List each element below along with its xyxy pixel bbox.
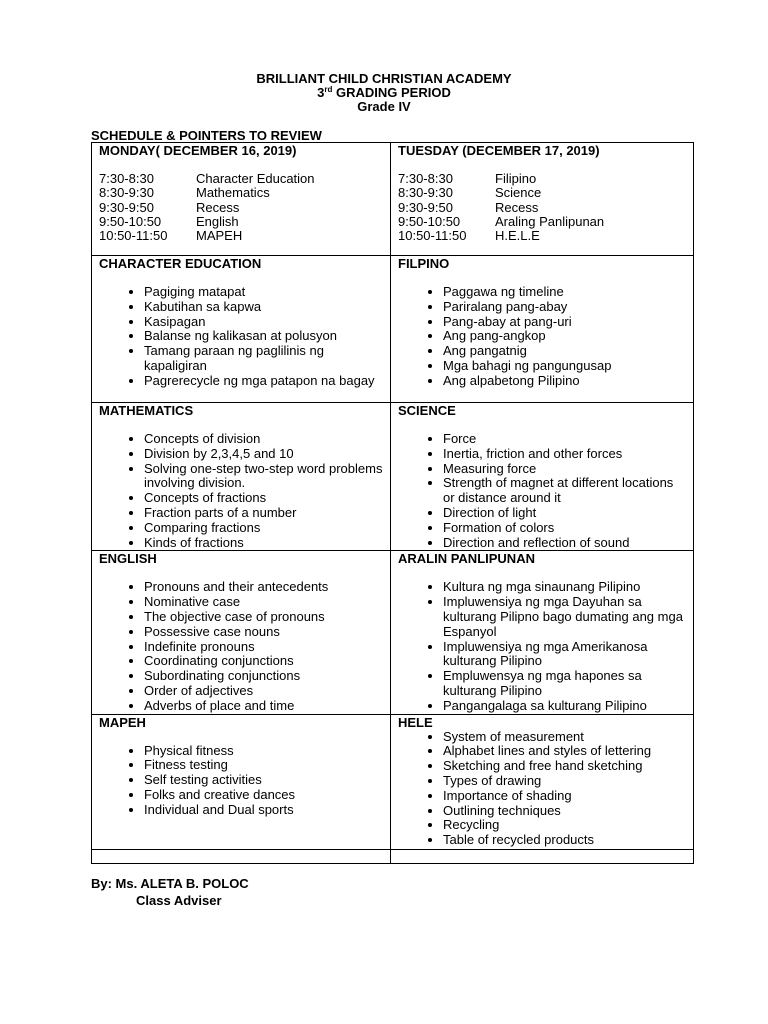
empty-cell (391, 849, 694, 863)
review-item: • Kinds of fractions (144, 536, 383, 551)
character-education-list (99, 285, 383, 389)
hele-title: HELE (398, 714, 433, 730)
review-item: • Direction of light (443, 506, 686, 521)
review-item: • Ang alpabetong Pilipino (443, 374, 686, 389)
review-item: • Comparing fractions (144, 521, 383, 536)
filipino-list (398, 285, 686, 389)
tuesday-title: TUESDAY (DECEMBER 17, 2019) (398, 143, 600, 158)
subject-row (92, 403, 694, 551)
science-list (398, 432, 686, 550)
review-item: • Coordinating conjunctions (144, 654, 383, 669)
schedule-entry: 8:30-9:30 Science (398, 185, 542, 201)
review-item: • Direction and reflection of sound (443, 536, 686, 551)
review-item: • Force (443, 432, 686, 447)
empty-row (92, 849, 694, 863)
review-item: • Pagiging matapat (144, 285, 383, 300)
monday-title: MONDAY( DECEMBER 16, 2019) (99, 143, 297, 158)
review-item: • Kultura ng mga sinaunang Pilipino (443, 580, 686, 595)
review-item: • Pang-abay at pang-uri (443, 315, 686, 330)
review-item: • Table of recycled products (443, 833, 686, 848)
review-item: • Pangangalaga sa kulturang Pilipino (443, 699, 686, 714)
review-item: • Concepts of division (144, 432, 383, 447)
schedule-entry: 7:30-8:30 Character Education (99, 171, 315, 186)
review-item: • Impluwensiya ng mga Dayuhan sa kulturang Pilipno bago dumating ang mga Espanyol (443, 595, 686, 639)
character-education-title: CHARACTER EDUCATION (99, 256, 262, 271)
english-title: ENGLISH (99, 551, 157, 567)
review-item: • Outlining techniques (443, 804, 686, 819)
review-item: • Pronouns and their antecedents (144, 580, 383, 595)
subject-row (92, 714, 694, 849)
schedule-row (92, 143, 694, 256)
aralin-panlipunan-cell (391, 551, 694, 714)
tuesday-cell (391, 143, 694, 256)
review-item: • Possessive case nouns (144, 625, 383, 640)
english-cell (92, 551, 391, 714)
mathematics-cell (92, 403, 391, 551)
hele-list (398, 730, 686, 848)
review-item: • The objective case of pronouns (144, 610, 383, 625)
review-item: • Indefinite pronouns (144, 640, 383, 655)
review-item: • Self testing activities (144, 773, 383, 788)
review-item: • Mga bahagi ng pangungusap (443, 359, 686, 374)
review-item: • Division by 2,3,4,5 and 10 (144, 447, 383, 462)
review-item: • Pariralang pang-abay (443, 300, 686, 315)
review-item: • Strength of magnet at different locations or distance around it (443, 476, 686, 506)
review-item: • Subordinating conjunctions (144, 669, 383, 684)
hele-cell (391, 714, 694, 849)
review-item: • Types of drawing (443, 774, 686, 789)
character-education-cell (92, 256, 391, 403)
english-list (99, 580, 383, 713)
section-title: SCHEDULE & POINTERS TO REVIEW (91, 128, 322, 143)
review-table (91, 142, 694, 864)
science-cell (391, 403, 694, 551)
review-item: • Kasipagan (144, 315, 383, 330)
review-item: • Paggawa ng timeline (443, 285, 686, 300)
grading-period: 3rd GRADING PERIOD (317, 85, 451, 100)
filipino-title: FILPINO (398, 256, 450, 271)
review-item: • Individual and Dual sports (144, 803, 383, 818)
filipino-cell (391, 256, 694, 403)
review-item: • Inertia, friction and other forces (443, 447, 686, 462)
review-item: • Empluwensya ng mga hapones sa kulturang Pilipino (443, 669, 686, 699)
signature-block (91, 875, 249, 909)
monday-cell (92, 143, 391, 256)
aralin-panlipunan-list (398, 580, 686, 713)
tuesday-schedule (398, 172, 686, 243)
review-item: • Importance of shading (443, 789, 686, 804)
review-item: • Order of adjectives (144, 684, 383, 699)
science-title: SCIENCE (398, 403, 456, 418)
review-item: • Solving one-step two-step word problems involving division. (144, 462, 383, 492)
review-item: • System of measurement (443, 730, 686, 745)
review-item: • Ang pang-angkop (443, 329, 686, 344)
review-item: • Fraction parts of a number (144, 506, 383, 521)
mathematics-list (99, 432, 383, 550)
subject-row (92, 551, 694, 714)
schedule-entry: 10:50-11:50 MAPEH (99, 228, 243, 244)
review-item: • Adverbs of place and time (144, 699, 383, 714)
review-item: • Sketching and free hand sketching (443, 759, 686, 774)
schedule-entry: 10:50-11:50 H.E.L.E (398, 228, 540, 244)
schedule-entry: 8:30-9:30 Mathematics (99, 185, 270, 201)
schedule-entry: 9:30-9:50 Recess (99, 199, 240, 215)
schedule-entry: 7:30-8:30 Filipino (398, 171, 537, 186)
mathematics-title: MATHEMATICS (99, 403, 194, 418)
signature-name: By: Ms. ALETA B. POLOC (91, 876, 249, 891)
review-item: • Recycling (443, 818, 686, 833)
review-item: • Kabutihan sa kapwa (144, 300, 383, 315)
review-item: • Balanse ng kalikasan at polusyon (144, 329, 383, 344)
document-header (0, 72, 768, 114)
review-item: • Tamang paraan ng paglilinis ng kapaligiran (144, 344, 383, 374)
mapeh-cell (92, 714, 391, 849)
aralin-panlipunan-title: ARALIN PANLIPUNAN (398, 551, 535, 567)
review-item: • Fitness testing (144, 758, 383, 773)
schedule-entry: 9:30-9:50 Recess (398, 199, 539, 215)
review-item: • Folks and creative dances (144, 788, 383, 803)
review-item: • Physical fitness (144, 744, 383, 759)
school-name: BRILLIANT CHILD CHRISTIAN ACADEMY (256, 71, 512, 86)
monday-schedule (99, 172, 383, 243)
signature-role: Class Adviser (136, 893, 222, 908)
review-item: • Nominative case (144, 595, 383, 610)
review-item: • Measuring force (443, 462, 686, 477)
review-item: • Concepts of fractions (144, 491, 383, 506)
schedule-entry: 9:50-10:50 Araling Panlipunan (398, 213, 605, 229)
mapeh-list (99, 744, 383, 818)
review-item: • Alphabet lines and styles of lettering (443, 744, 686, 759)
review-item: • Pagrerecycle ng mga patapon na bagay (144, 374, 383, 389)
review-item: • Ang pangatnig (443, 344, 686, 359)
review-item: • Impluwensiya ng mga Amerikanosa kulturang Pilipino (443, 640, 686, 670)
review-item: • Formation of colors (443, 521, 686, 536)
schedule-entry: 9:50-10:50 English (99, 213, 239, 229)
empty-cell (92, 849, 391, 863)
mapeh-title: MAPEH (99, 714, 146, 730)
grade-level: Grade IV (357, 99, 411, 114)
subject-row (92, 256, 694, 403)
